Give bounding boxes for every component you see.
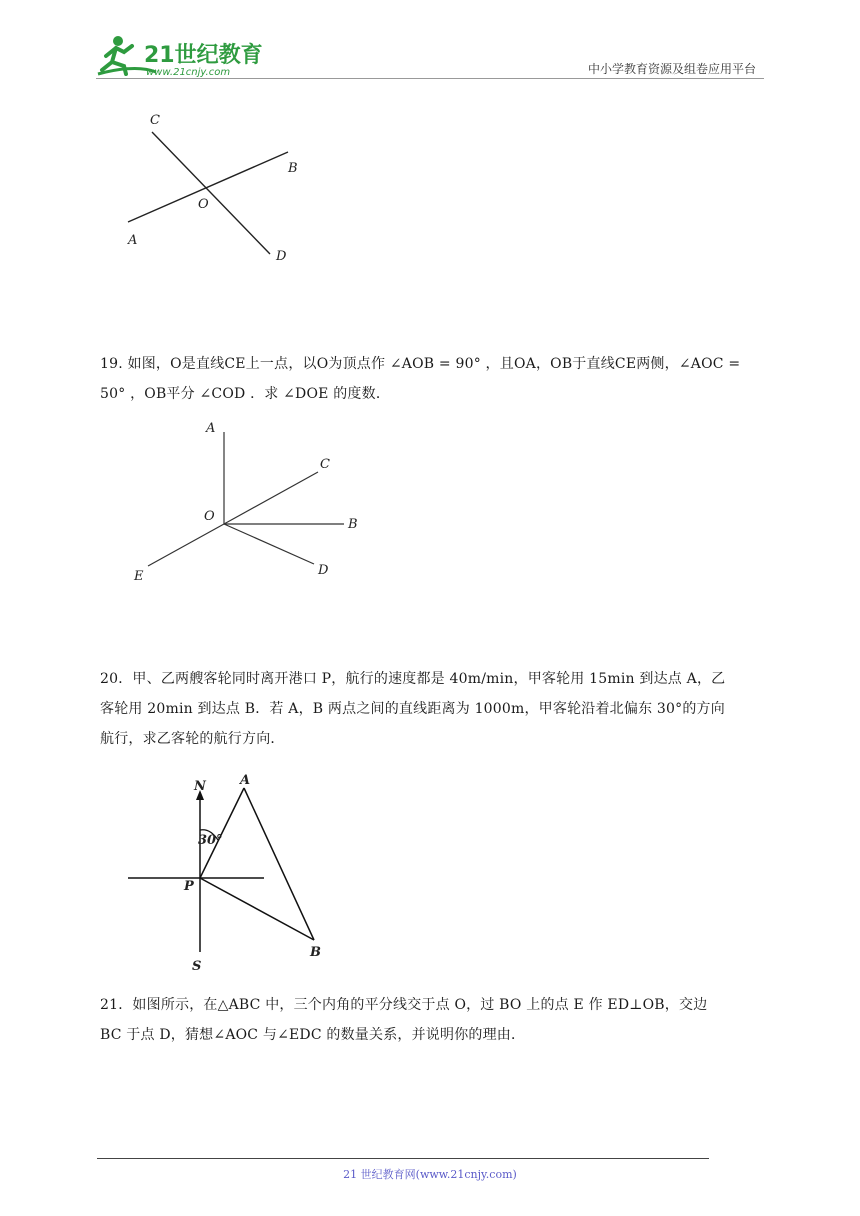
label-a: A (240, 773, 251, 788)
segment-ab (244, 788, 314, 940)
svg-text:21世纪教育: 21世纪教育 (144, 43, 263, 68)
line-cd (152, 132, 270, 254)
ray-oc (224, 472, 318, 524)
label-o: O (204, 509, 215, 524)
ray-od (224, 524, 314, 564)
q21-line2: BC 于点 D，猜想∠AOC 与∠EDC 的数量关系，并说明你的理由． (100, 1027, 526, 1043)
label-b: B (310, 945, 321, 960)
q20-line3: 航行，求乙客轮的航行方向． (100, 731, 285, 747)
footer-link[interactable]: 21 世纪教育网(www.21cnjy.com) (343, 1168, 517, 1181)
label-d: D (318, 563, 329, 578)
platform-title: 中小学教育资源及组卷应用平台 (587, 62, 756, 76)
runner-logo-icon (96, 34, 276, 78)
site-logo[interactable] (96, 34, 276, 78)
q20-line1: 20．甲、乙两艘客轮同时离开港口 P，航行的速度都是 40m/min，甲客轮用 15min 到达点 A，乙 (100, 671, 726, 687)
question-21 (100, 990, 760, 1050)
label-s: S (192, 959, 202, 974)
q21-line1: 21．如图所示，在△ABC 中，三个内角的平分线交于点 O，过 BO 上的点 E 作 ED⊥OB，交边 (100, 997, 708, 1013)
label-n: N (194, 779, 206, 794)
label-e: E (134, 569, 144, 584)
label-o: O (198, 197, 209, 212)
label-b: B (348, 517, 358, 532)
page-header (96, 34, 764, 82)
header-divider (96, 78, 764, 79)
label-c: C (320, 457, 330, 472)
question-20 (100, 664, 760, 754)
label-c: C (150, 113, 160, 128)
svg-text:www.21cnjy.com: www.21cnjy.com (146, 67, 231, 78)
angle-label-30: 30° (198, 833, 223, 848)
figure-18 (120, 104, 320, 278)
q19-line1: 19. 如图，O是直线CE上一点，以O为顶点作 ∠AOB = 90° ，且OA，OB于直线CE两侧，∠AOC = (100, 356, 741, 372)
label-d: D (276, 249, 287, 264)
ray-oe (148, 524, 224, 566)
q20-line2: 客轮用 20min 到达点 B．若 A，B 两点之间的直线距离为 1000m，甲客轮沿着北偏东 30°的方向 (100, 701, 725, 717)
footer-divider (97, 1158, 709, 1159)
label-p: P (184, 879, 194, 894)
figure-20 (126, 774, 346, 983)
q19-line2: 50° ，OB平分 ∠COD ．求 ∠DOE 的度数． (100, 386, 391, 402)
figure-19 (126, 418, 376, 592)
segment-pb (200, 878, 314, 940)
question-19 (100, 349, 760, 409)
label-a: A (206, 421, 216, 436)
label-a: A (128, 233, 138, 248)
label-b: B (288, 161, 298, 176)
